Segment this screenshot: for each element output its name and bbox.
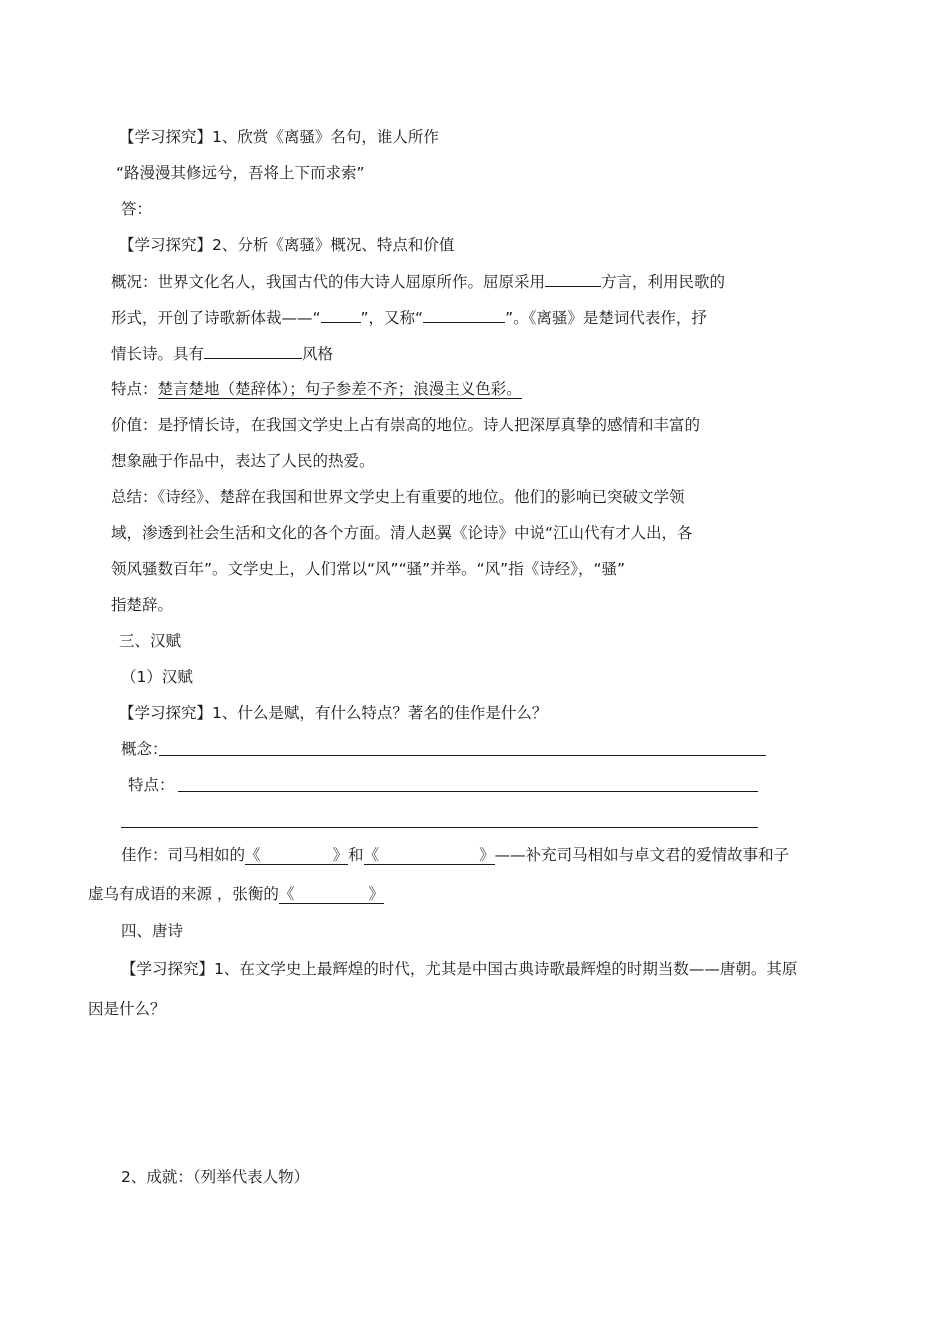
overview-text: 情长诗。具有 — [111, 345, 205, 363]
alias-blank[interactable] — [423, 306, 505, 323]
overview-text: ”，又称“ — [360, 309, 424, 327]
explore2-heading: 【学习探究】2、分析《离骚》概况、特点和价值 — [119, 236, 455, 254]
works-text: 虚乌有成语的来源 ，张衡的 — [88, 885, 279, 903]
bracket-close: 》 — [479, 846, 495, 864]
dialect-blank[interactable] — [545, 270, 601, 287]
value-line-1: 价值：是抒情长诗，在我国文学史上占有崇高的地位。诗人把深厚真挚的感情和丰富的 — [111, 416, 701, 434]
section4-explore-line-1: 【学习探究】1、在文学史上最辉煌的时代，尤其是中国古典诗歌最辉煌的时期当数——唐朝。其原 — [121, 960, 798, 978]
summary-line-4: 指楚辞。 — [111, 596, 174, 614]
overview-line-2 — [111, 306, 707, 329]
overview-text: ”。《离骚》是楚词代表作，抒 — [505, 309, 707, 327]
overview-text: 概况：世界文化名人，我国古代的伟大诗人屈原所作。屈原采用 — [111, 273, 546, 291]
summary-line-1: 总结：《诗经》、楚辞在我国和世界文学史上有重要的地位。他们的影响已突破文学领 — [111, 488, 685, 506]
famous-quote: “路漫漫其修远兮，吾将上下而求索” — [116, 164, 365, 182]
bracket-open: 《 — [363, 846, 380, 864]
bracket-close: 》 — [332, 846, 349, 864]
features-label: 特点： — [111, 380, 158, 398]
section3-explore: 【学习探究】1、什么是赋，有什么特点？著名的佳作是什么？ — [119, 704, 548, 722]
concept-label: 概念： — [121, 740, 168, 758]
concept-answer-line[interactable] — [159, 755, 766, 756]
section4-title: 四、唐诗 — [121, 922, 184, 940]
summary-line-2: 域，渗透到社会生活和文化的各个方面。清人赵翼《论诗》中说“江山代有才人出，各 — [111, 524, 693, 542]
works-text: 和 — [348, 846, 364, 864]
section4-explore-line-2: 因是什么？ — [88, 1000, 166, 1018]
explore1-heading: 【学习探究】1、欣赏《离骚》名句，谁人所作 — [119, 128, 439, 146]
overview-line-3 — [111, 342, 333, 365]
bracket-open: 《 — [278, 885, 295, 903]
feature-label: 特点： — [128, 776, 175, 794]
work-title-blank-3[interactable] — [279, 885, 384, 904]
works-line-1 — [121, 844, 789, 866]
bracket-open: 《 — [245, 846, 261, 864]
genre-blank[interactable] — [321, 306, 361, 323]
feature-answer-line-1[interactable] — [178, 791, 758, 792]
section3-subtitle: （1）汉赋 — [121, 668, 193, 686]
overview-text: 形式，开创了诗歌新体裁——“ — [111, 309, 321, 327]
achievement-prompt: 2、成就：（列举代表人物） — [121, 1168, 310, 1186]
work-title-blank-2[interactable] — [364, 846, 495, 865]
overview-line-1 — [111, 270, 725, 293]
work-title-blank-1[interactable] — [245, 846, 348, 865]
bracket-close: 》 — [368, 885, 384, 903]
overview-text: 方言，利用民歌的 — [601, 273, 726, 291]
feature-answer-line-2[interactable] — [121, 827, 758, 828]
features-text: 楚言楚地（楚辞体）；句子参差不齐；浪漫主义色彩。 — [157, 380, 522, 398]
works-line-2 — [88, 883, 384, 905]
summary-line-3: 领风骚数百年”。文学史上，人们常以“风”“骚”并举。“风”指《诗经》，“骚” — [111, 560, 626, 578]
works-text: 佳作：司马相如的 — [121, 846, 246, 864]
features-line — [111, 378, 522, 400]
style-blank[interactable] — [204, 342, 302, 359]
overview-text: 风格 — [302, 345, 334, 363]
works-text: ——补充司马相如与卓文君的爱情故事和子 — [494, 846, 790, 864]
section3-title: 三、汉赋 — [119, 632, 182, 650]
answer-label: 答： — [121, 200, 153, 218]
value-line-2: 想象融于作品中，表达了人民的热爱。 — [111, 452, 375, 470]
